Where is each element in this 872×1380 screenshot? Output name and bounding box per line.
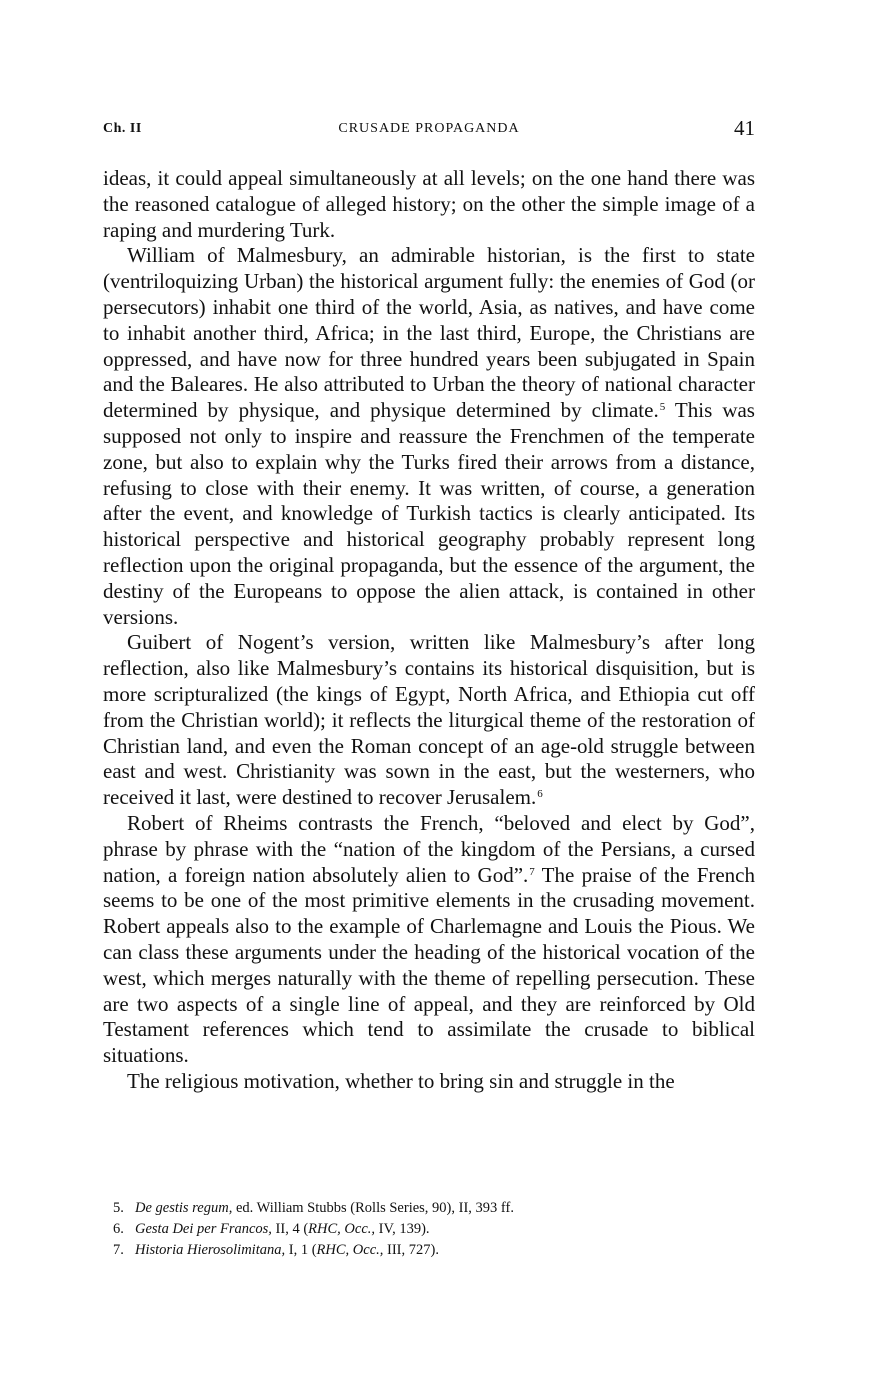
footnote-citation: III, 727). (383, 1242, 439, 1258)
paragraph-2 (103, 243, 755, 630)
footnote-6 (113, 1219, 733, 1240)
paragraph-3 (103, 630, 755, 811)
main-text (103, 166, 755, 1095)
paragraph-2-text-a: William of Malmesbury, an admirable historian, is the first to state (ventriloquizing Urban) the historical argument fully: the enemies of God (or persecutors) inhabit one third of the world, Asia, as natives, and have come to inhabit another third, Africa; in the last third, Europe, the Christians are oppressed, and have now for three hundred years been subjugated in Spain and the Baleares. He also attributed to Urban the theory of national character determined by physique, and physique determined by climate. (103, 243, 755, 423)
footnote-number: 7. (113, 1242, 124, 1258)
footnote-source-abbrev: RHC, Occ., (308, 1221, 376, 1237)
page-number: 41 (734, 116, 755, 140)
footnote-citation: ed. William Stubbs (Rolls Series, 90), II, 393 ff. (232, 1200, 514, 1216)
footnote-number: 5. (113, 1200, 124, 1216)
footnote-citation-mid: I, 1 ( (285, 1242, 317, 1258)
footnote-ref-7: 7 (529, 865, 535, 878)
chapter-label: Ch. II (103, 121, 142, 136)
footnote-ref-5: 5 (659, 401, 666, 414)
running-header (103, 116, 755, 146)
footnote-source-abbrev: RHC, Occ., (316, 1242, 384, 1258)
paragraph-3-text: Guibert of Nogent’s version, written like Malmesbury’s after long reflection, also like Malmesbury’s contains its historical disquisition, but is more scripturalized (the kings of Egypt, North Africa, and Ethiopia cut off from the Christian world); it reflects the liturgical theme of the restoration of Christian land, and even the Roman concept of an age-old struggle between east and west. Christianity was sown in the east, but the westerners, who received it last, were destined to recover Jerusalem. (103, 630, 755, 810)
footnote-title: Gesta Dei per Francos, (135, 1221, 272, 1237)
footnote-7 (113, 1240, 733, 1261)
footnotes (113, 1198, 733, 1261)
footnote-title: De gestis regum, (135, 1200, 233, 1216)
paragraph-2-text-b: This was supposed not only to inspire and reassure the Frenchmen of the temperate zone, but also to explain why the Turks fired their arrows from a distance, refusing to close with their enemy. It was written, of course, a generation after the event, and knowledge of Turkish tactics is clearly anticipated. Its historical perspective and historical geography probably represent long reflection upon the original propaganda, but the essence of the argument, the destiny of the Europeans to oppose the alien attack, is contained in other versions. (103, 398, 755, 629)
paragraph-4-text-b: The praise of the French seems to be one of the most primitive elements in the crusading movement. Robert appeals also to the example of Charlemagne and Louis the Pious. We can class these arguments under the heading of the historical vocation of the west, which merges naturally with the theme of repelling persecution. These are two aspects of a single line of appeal, and they are reinforced by Old Testament references which tend to assimilate the crusade to biblical situations. (103, 862, 756, 1068)
paragraph-5: The religious motivation, whether to bring sin and struggle in the (127, 1068, 675, 1093)
footnote-ref-6: 6 (537, 788, 543, 801)
footnote-citation-mid: II, 4 ( (271, 1221, 309, 1237)
running-title: CRUSADE PROPAGANDA (338, 121, 520, 136)
footnote-number: 6. (113, 1221, 124, 1237)
footnote-5 (113, 1198, 733, 1219)
paragraph-4 (103, 811, 755, 1069)
footnote-citation: IV, 139). (375, 1221, 430, 1237)
footnote-title: Historia Hierosolimitana, (135, 1242, 286, 1258)
paragraph-4-text-a: Robert of Rheims contrasts the French, “beloved and elect by God”, phrase by phrase with the “nation of the kingdom of the Persians, a cursed nation, a foreign nation absolutely alien to God”. (103, 810, 755, 887)
paragraph-1: ideas, it could appeal simultaneously at all levels; on the one hand there was the reasoned catalogue of alleged history; on the other the simple image of a raping and murdering Turk. (103, 166, 755, 242)
